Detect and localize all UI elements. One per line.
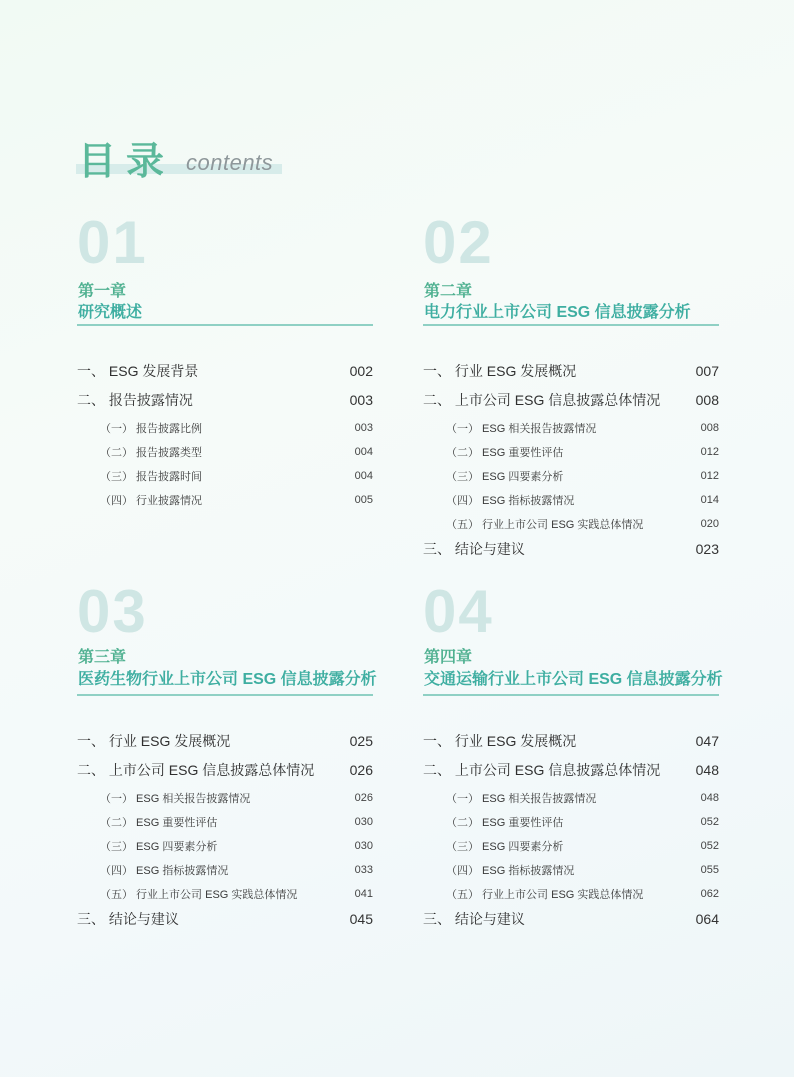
toc-entry[interactable] — [77, 444, 373, 460]
toc-entry-label: （一） 报告披露比例 — [100, 423, 203, 435]
chapter-number: 第三章 — [78, 649, 127, 666]
toc-entry-page: 012 — [700, 446, 719, 458]
toc-entry[interactable] — [77, 814, 373, 830]
toc-section-04 — [423, 578, 723, 927]
toc-entry-label: （二） 报告披露类型 — [100, 447, 203, 459]
toc-entry[interactable] — [423, 539, 719, 559]
chapter-divider — [423, 694, 719, 696]
toc-entry-page: 062 — [700, 888, 719, 900]
toc-entry[interactable] — [423, 886, 719, 902]
section-number: 03 — [77, 578, 148, 645]
toc-entry-label: （五） 行业上市公司 ESG 实践总体情况 — [100, 889, 298, 901]
toc-entry-label: （二） ESG 重要性评估 — [100, 817, 218, 829]
toc-entry[interactable] — [423, 909, 719, 929]
toc-entry-page: 048 — [695, 762, 719, 778]
chapter-divider — [77, 324, 373, 326]
toc-entry[interactable] — [77, 838, 373, 854]
toc-entry-label: （四） ESG 指标披露情况 — [446, 495, 575, 507]
toc-entry-label: 一、 ESG 发展背景 — [77, 363, 199, 379]
toc-entry-label: 三、 结论与建议 — [423, 911, 525, 927]
section-number: 01 — [77, 209, 148, 276]
toc-entry-page: 004 — [354, 470, 373, 482]
toc-entry-label: （五） 行业上市公司 ESG 实践总体情况 — [446, 519, 644, 531]
toc-entry-page: 052 — [700, 816, 719, 828]
toc-entry-page: 005 — [354, 494, 373, 506]
toc-entry-label: （三） ESG 四要素分析 — [446, 841, 564, 853]
chapter-title: 医药生物行业上市公司 ESG 信息披露分析 — [78, 671, 377, 688]
toc-entry-label: （三） 报告披露时间 — [100, 471, 203, 483]
toc-entry[interactable] — [423, 468, 719, 484]
toc-entry-page: 003 — [349, 392, 373, 408]
toc-entry-label: （四） 行业披露情况 — [100, 495, 203, 507]
toc-entry-label: 二、 上市公司 ESG 信息披露总体情况 — [77, 762, 315, 778]
chapter-number: 第四章 — [424, 649, 473, 666]
toc-entry-label: 二、 上市公司 ESG 信息披露总体情况 — [423, 392, 661, 408]
toc-entry-label: （二） ESG 重要性评估 — [446, 817, 564, 829]
toc-entry[interactable] — [77, 468, 373, 484]
toc-entry-page: 064 — [695, 911, 719, 927]
toc-header — [76, 128, 282, 183]
toc-entry[interactable] — [77, 909, 373, 929]
toc-entry-page: 007 — [695, 363, 719, 379]
toc-entry-label: 二、 上市公司 ESG 信息披露总体情况 — [423, 762, 661, 778]
toc-entry-page: 008 — [700, 422, 719, 434]
toc-entry[interactable] — [423, 838, 719, 854]
toc-entry[interactable] — [77, 886, 373, 902]
chapter-divider — [423, 324, 719, 326]
chapter-title: 研究概述 — [78, 304, 143, 321]
toc-entry[interactable] — [423, 760, 719, 780]
chapter-divider — [77, 694, 373, 696]
toc-entry-page: 041 — [354, 888, 373, 900]
toc-section-03 — [77, 578, 377, 927]
toc-entry-page: 030 — [354, 816, 373, 828]
toc-entry-label: 一、 行业 ESG 发展概况 — [423, 363, 577, 379]
toc-section-01 — [77, 209, 373, 507]
toc-entry-page: 008 — [695, 392, 719, 408]
toc-entry[interactable] — [423, 516, 719, 532]
toc-entry[interactable] — [423, 390, 719, 410]
toc-entry-page: 003 — [354, 422, 373, 434]
chapter-title: 电力行业上市公司 ESG 信息披露分析 — [424, 304, 691, 321]
toc-entry-page: 020 — [700, 518, 719, 530]
toc-entry-label: （二） ESG 重要性评估 — [446, 447, 564, 459]
toc-entry-label: 二、 报告披露情况 — [77, 392, 193, 408]
toc-entry-label: （三） ESG 四要素分析 — [100, 841, 218, 853]
toc-entry-page: 055 — [700, 864, 719, 876]
toc-entry[interactable] — [77, 790, 373, 806]
chapter-number: 第二章 — [424, 283, 473, 300]
toc-entry-page: 026 — [349, 762, 373, 778]
toc-entry[interactable] — [77, 361, 373, 381]
toc-entry-label: （一） ESG 相关报告披露情况 — [100, 793, 251, 805]
section-number: 04 — [423, 578, 494, 645]
toc-entry-page: 025 — [349, 733, 373, 749]
toc-entry[interactable] — [423, 790, 719, 806]
toc-entry-page: 033 — [354, 864, 373, 876]
toc-entry-page: 045 — [349, 911, 373, 927]
toc-entry-label: （一） ESG 相关报告披露情况 — [446, 423, 597, 435]
toc-entry-label: 三、 结论与建议 — [423, 541, 525, 557]
toc-entry-page: 012 — [700, 470, 719, 482]
chapter-title: 交通运输行业上市公司 ESG 信息披露分析 — [424, 671, 723, 688]
toc-entry[interactable] — [423, 731, 719, 751]
toc-entry-page: 002 — [349, 363, 373, 379]
toc-entry-label: （四） ESG 指标披露情况 — [446, 865, 575, 877]
toc-entry-label: （一） ESG 相关报告披露情况 — [446, 793, 597, 805]
toc-title: 目录 — [78, 139, 175, 183]
section-number: 02 — [423, 209, 494, 276]
toc-entry[interactable] — [77, 760, 373, 780]
toc-entry-page: 047 — [695, 733, 719, 749]
toc-entry[interactable] — [77, 862, 373, 878]
toc-entry[interactable] — [423, 862, 719, 878]
toc-entry-label: 一、 行业 ESG 发展概况 — [77, 733, 231, 749]
toc-entry-page: 052 — [700, 840, 719, 852]
toc-entry[interactable] — [77, 492, 373, 508]
toc-entry-page: 030 — [354, 840, 373, 852]
chapter-number: 第一章 — [78, 283, 127, 300]
toc-entry[interactable] — [423, 492, 719, 508]
toc-entry-label: 三、 结论与建议 — [77, 911, 179, 927]
toc-entry-page: 004 — [354, 446, 373, 458]
toc-title-english: contents — [186, 150, 274, 175]
toc-entry-label: （四） ESG 指标披露情况 — [100, 865, 229, 877]
toc-entry[interactable] — [423, 444, 719, 460]
toc-entry[interactable] — [77, 420, 373, 436]
toc-entry-label: （五） 行业上市公司 ESG 实践总体情况 — [446, 889, 644, 901]
toc-entry[interactable] — [423, 420, 719, 436]
toc-entry-label: （三） ESG 四要素分析 — [446, 471, 564, 483]
toc-entry[interactable] — [77, 731, 373, 751]
toc-entry-label: 一、 行业 ESG 发展概况 — [423, 733, 577, 749]
toc-entry-page: 014 — [700, 494, 719, 506]
toc-entry[interactable] — [423, 361, 719, 381]
toc-entry-page: 023 — [695, 541, 719, 557]
toc-section-02 — [423, 209, 719, 557]
toc-entry[interactable] — [423, 814, 719, 830]
toc-entry-page: 048 — [700, 792, 719, 804]
toc-entry[interactable] — [77, 390, 373, 410]
toc-entry-page: 026 — [354, 792, 373, 804]
